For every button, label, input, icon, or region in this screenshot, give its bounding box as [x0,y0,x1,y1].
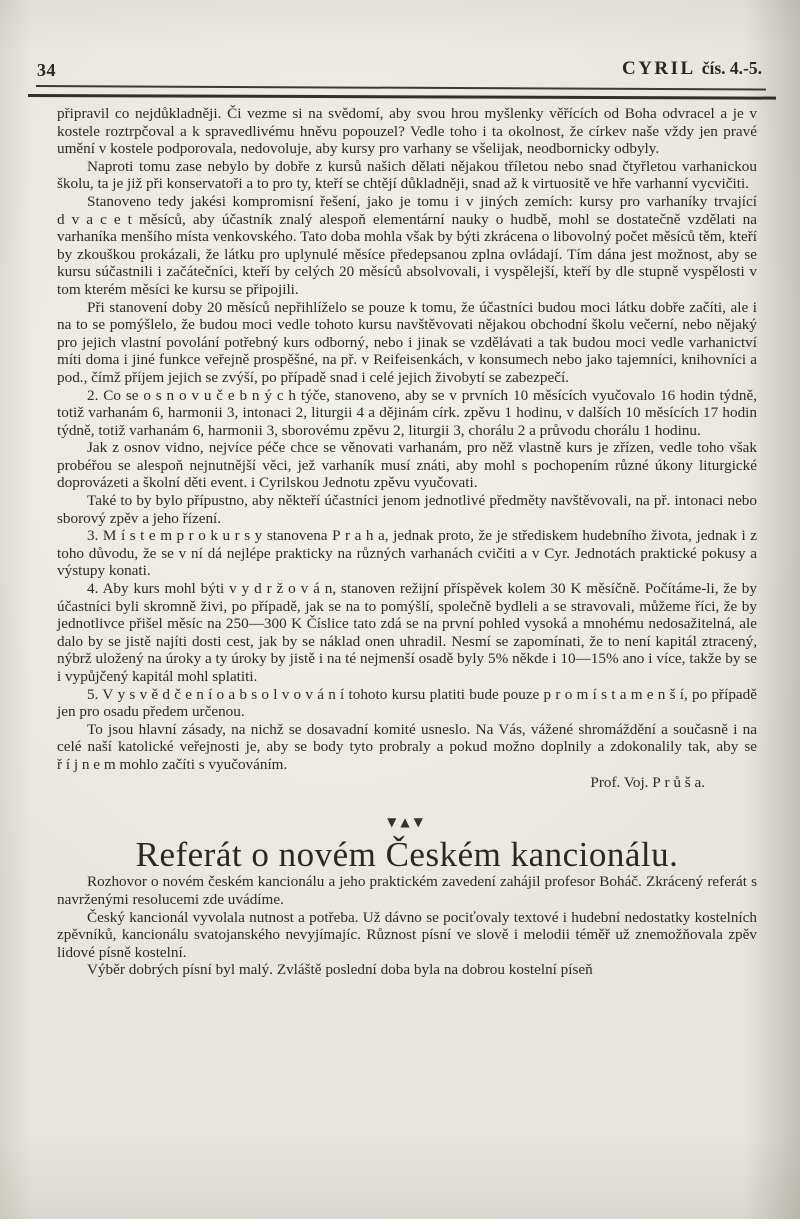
paragraph: 3. M í s t e m p r o k u r s y stanovena P r a h a, jednak proto, že je střediskem hudebního života, jednak i z toho důvodu, že se v ní dá nejlépe prakticky na různých varhanách cvičiti a v Cyr. Jednotách praktické pokusy a výstupy konati. [57,527,757,580]
triangle-ornament-icon: ▼▲▼ [387,815,427,830]
journal-title: CYRIL [621,58,696,79]
paragraph: Český kancionál vyvolala nutnost a potřeba. Už dávno se pociťovaly textové i hudební nedostatky kostelních zpěvníků, kancionálu svatojanského nevyjímajíc. Různost písní ve slově i melodii téměř už znemožňovala zpěv lidové písně kostelní. [57,908,757,961]
paragraph: Také to by bylo přípustno, aby někteří účastníci jenom jednotlivé předměty navštěvovali, na př. intonaci nebo sborový zpěv a jeho řízení. [57,492,757,527]
paragraph: Při stanovení doby 20 měsíců nepřihlíželo se pouze k tomu, že účastníci budou moci látku dobře začíti, ale i na to se pomýšlelo, že budou moci vedle tohoto kursu navštěvovati nějakou obchodní školu večerní, nebo nějaký pro jejich vlastní povolání potřebný kurs odborný, nebo i jinak se vzdělávati a tak budou moci vedle varhanictví míti doma i jiné funkce veřejně prospěšné, na př. v Reifeisenkách, v konsumech nebo jako tajemníci, knihovníci a pod., čímž příjem jejich se zvýší, po případě snad i celé jejich živobytí se zabezpečí. [57,298,757,386]
paragraph: 5. V y s v ě d č e n í o a b s o l v o v á n í tohoto kursu platiti bude pouze p r o m í s t a m e n š í, po případě jen pro osadu předem určenou. [57,685,757,721]
paragraph: Jak z osnov vidno, nejvíce péče chce se věnovati varhanám, pro něž vlastně kurs je zřízen, vedle toho však probéřou se alespoň nejnutnější věci, jež varhaník musí znáti, aby mohl s pochopením různé úkony liturgické doprovázeti a školní děti event. i Cyrilskou Jednotu zpěvu vyučovati. [57,439,757,492]
header-rule-thin [36,85,766,90]
paragraph: 2. Co se o s n o v u č e b n ý c h týče, stanoveno, aby se v prvních 10 měsících vyučovalo 16 hodin týdně, totiž varhanám 6, harmonii 3, intonaci 2, liturgii 4 a dějinám círk. zpěvu 1 hodinu, v dalších 10 měsících 17 hodin týdně, totiž varhanám 6, harmonii 3, sborovému zpěvu 2, liturgii 3, chorálu 2 a průvodu chorálu 1 hodinu. [57,386,757,439]
paragraph: Výběr dobrých písní byl malý. Zvláště poslední doba byla na dobrou kostelní píseň [87,961,593,979]
journal-masthead [622,58,762,80]
page-header [36,58,764,84]
page-body [57,105,757,979]
paragraph: Stanoveno tedy jakési kompromisní řešení, jako je tomu i v jiných zemích: kursy pro varhaníky trvající d v a c e t měsíců, aby účastník znalý alespoň elementární nauky o hudbě, mohl se dostatečně vzdělati na varhaníka menšího místa venkovského. Tato doba mohla však by býti zkrácena o libovolný počet měsíců těm, kteří by zkouškou prokázali, že látku pro uplynulé měsíce předepsanou zplna ovládají. Tím dána jest možnost, aby se kursu súčastnili i začátečníci, kteří by celých 20 měsíců absolvovali, i vyspělejší, kteří by dle stupně vyspělosti v tom kterém měsíci ke kursu se připojili. [57,192,757,298]
page-number: 34 [37,60,56,80]
author-signature: Prof. Voj. P r ů š a. [590,773,705,791]
paragraph: 4. Aby kurs mohl býti v y d r ž o v á n, stanoven režijní příspěvek kolem 30 K měsíčně. Počítáme-li, že by účastníci byli skromně živi, po případě, jak se na to pomýšlí, společně bydleli a se stravovali, můžeme říci, že by jednotlivce přišel měsíc na 250—300 K Číslice tato zdá se na první pohled vysoká a mnohému nedosažitelná, ale dalo by se jistě najíti dosti cest, jak by se náklad onen uhradil. Nesmí se zapomínati, že to není kapitál ztracený, nýbrž uložený na úroky a ty úroky by jistě i na té nejmenší osadě byly 5% někde i 10—15% ano i více, takže by se i vypůjčený kapitál mohl splatiti. [57,580,757,685]
paragraph: To jsou hlavní zásady, na nichž se dosavadní komité usneslo. Na Vás, vážené shromáždění a současně i na celé naší katolické veřejnosti je, aby se body tyto probraly a pokud možno doplnily a zdokonalily tak, aby se ř í j n e m mohlo začíti s vyučováním. [57,720,757,773]
paragraph: Naproti tomu zase nebylo by dobře z kursů našich dělati nějakou tříletou nebo snad čtyřletou varhanickou školu, ta je již při konservatoři a to pro ty, kteří se chtějí důkladněji, snad až k virtuositě ve hře varhanní vycvičiti. [57,157,757,193]
article-title: Referát o novém Českém kancionálu. [135,834,679,874]
paragraph: Rozhovor o novém českém kancionálu a jeho praktickém zavedení zahájil profesor Boháč. Zkrácený referát s navrženými resolucemi zde uvádíme. [57,873,757,908]
paragraph: připravil co nejdůkladněji. Či vezme si na svědomí, aby svou hrou myšlenky věřících od Boha odvracel a je v kostele roztrpčoval a k spravedlivému hněvu popouzel? Vedle toho i ta okolnost, že církev naše vždy jen pravé umění v kostele podporovala, nedovoluje, aby kursy pro varhany se všelijak, neodbornicky odbyly. [57,105,757,158]
header-rule-thick [28,94,776,99]
issue-number: čís. 4.-5. [701,58,762,78]
